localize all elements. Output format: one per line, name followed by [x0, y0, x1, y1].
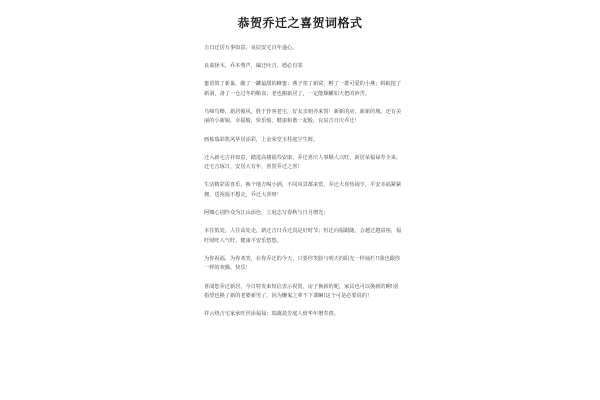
paragraph: 迁入新宅吉祥如意，踏进高楼福寿安康，乔迁喜庆人事顺人兴旺，新居荣福禄寿全来。迁宅吉琢日，安居大有年，喜贺乔迁之喜！ — [204, 154, 402, 171]
document-title: 恭贺乔迁之喜贺词格式 — [237, 16, 363, 30]
document-body — [204, 44, 402, 328]
paragraph: 本住低处，人往高处走，新迁吉日乔迁真是好时节；恒迁向福跟随，会越过越富裕，福旺财旺人气旺，健康平安乐悠悠。 — [204, 228, 402, 244]
paragraph: 阿娜心别怜众为江山添色，立庭志写春秋与日月增光； — [204, 210, 329, 217]
paragraph: 蜜语筑了新巢，酿了一罐最甜的蜂蜜；燕子垒了新窝，孵了一群可爱的小燕；蚂蚁挖了新洞，备了一仓过冬的粮食；老也搬新居了，一定能顺幡如天把的妙苦。 — [204, 81, 402, 97]
paragraph: 为你祝福，为你欢笑，在你乔迁的今天，只要你笑脸与明天的阳光一样灿烂!!我也跟你一样的欢腾、快乐！ — [204, 255, 401, 272]
paragraph: 吉日迁居万事如意，良辰安宅百年遂心。 — [204, 45, 298, 51]
paragraph: 良禽择木，乔木鶯声，阖迁吐吉，德必有邻 — [204, 63, 303, 70]
paragraph: 喜闻您乔迁新居，今日特发来短信表示祝贺，房子换新的呢，家具也可以换新的啊!别指望也换了新的老婆新男了，因为懒鬼之辈不下课嘛!这个可是必要说的！ — [204, 283, 399, 300]
paragraph: 乌啼鸟啭，新居俊风，胜于作客老宅，好友亲朋齐来贺！新新的房，新新的城，还有美丽的小新娘，幸福般，快乐般，健康和谐一起般，良辰吉日庆乔迁！ — [204, 108, 402, 125]
paragraph: 祥云绕吉宅家承旺世添福禄；瑞霭盈芳庭人值华年增寿禧。 — [204, 311, 339, 318]
paragraph: 生活精彩需喜乐，换个地方喝小酒，不同风景都来赏，乔迁大喜热闹亨，平安幸福紧紧拥，送祝福不想走，乔迁大喜呀！ — [204, 182, 402, 198]
paragraph: 画栋瑞彩凯风华居添彩，上金荣堂玉柱庭宇生辉。 — [204, 136, 319, 143]
